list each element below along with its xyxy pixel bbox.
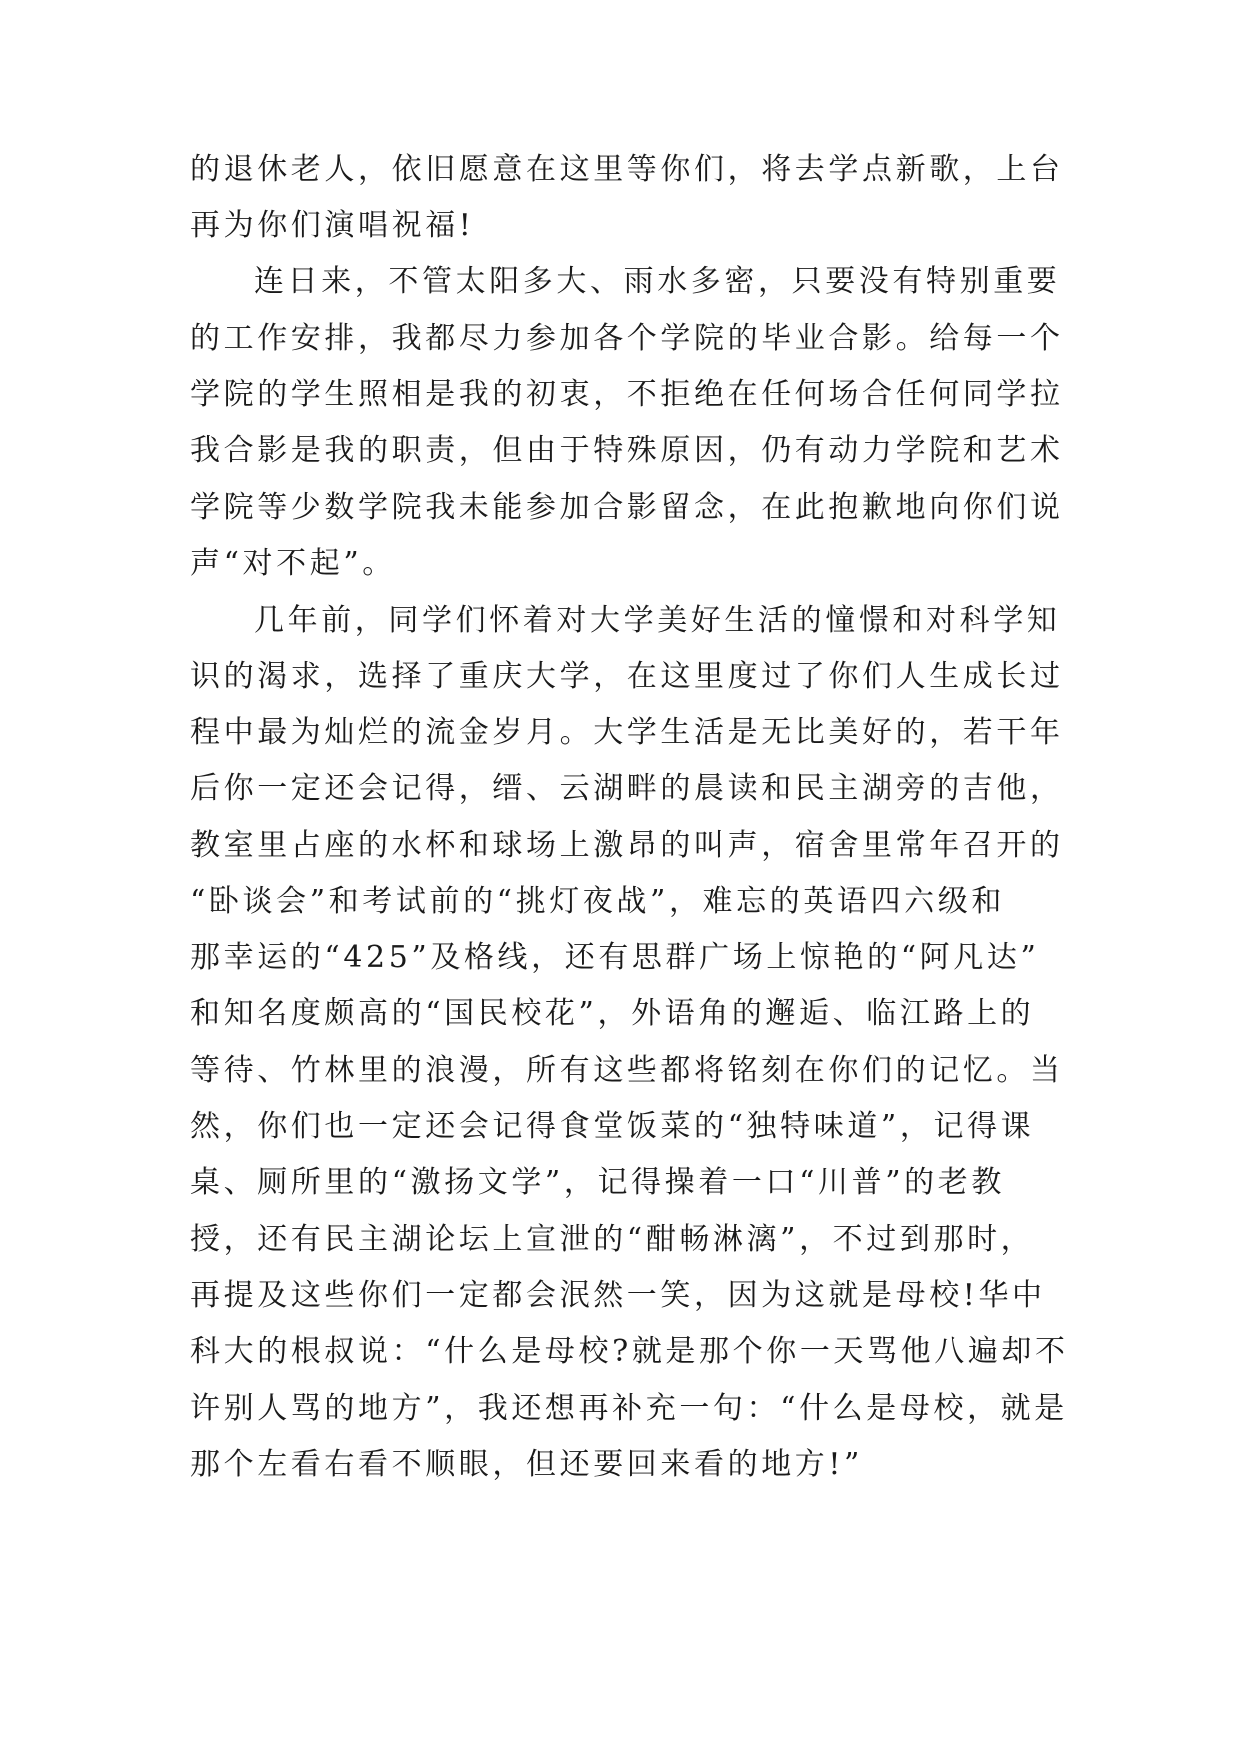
text-line: 授，还有民主湖论坛上宣泄的“酣畅淋漓”，不过到那时， — [190, 1222, 1035, 1257]
text-line: 学院等少数学院我未能参加合影留念，在此抱歉地向你们说 — [190, 490, 1064, 525]
text-line: 那幸运的“425”及格线，还有思群广场上惊艳的“阿凡达” — [190, 940, 1040, 975]
text-line: 等待、竹林里的浪漫，所有这些都将铭刻在你们的记忆。当 — [190, 1053, 1064, 1088]
text-line: 声“对不起”。 — [190, 546, 396, 581]
text-line: 再为你们演唱祝福! — [190, 208, 475, 243]
text-line: 后你一定还会记得，缙、云湖畔的晨读和民主湖旁的吉他， — [190, 771, 1064, 806]
text-line: 然，你们也一定还会记得食堂饭菜的“独特味道”，记得课 — [190, 1109, 1035, 1144]
text-line: “卧谈会”和考试前的“挑灯夜战”，难忘的英语四六级和 — [190, 884, 1005, 919]
text-line: 和知名度颇高的“国民校花”，外语角的邂逅、临江路上的 — [190, 996, 1035, 1031]
text-line: 学院的学生照相是我的初衷，不拒绝在任何场合任何同学拉 — [190, 377, 1064, 412]
text-line: 程中最为灿烂的流金岁月。大学生活是无比美好的，若干年 — [190, 715, 1064, 750]
paragraph-start-line: 连日来，不管太阳多大、雨水多密，只要没有特别重要 — [254, 264, 1061, 299]
text-line: 许别人骂的地方”，我还想再补充一句：“什么是母校，就是 — [190, 1391, 1068, 1426]
paragraph-start-line: 几年前，同学们怀着对大学美好生活的憧憬和对科学知 — [254, 603, 1061, 638]
text-line: 再提及这些你们一定都会泯然一笑，因为这就是母校!华中 — [190, 1278, 1046, 1313]
text-line: 桌、厕所里的“激扬文学”，记得操着一口“川普”的老教 — [190, 1165, 1005, 1200]
text-line: 科大的根叔说：“什么是母校?就是那个你一天骂他八遍却不 — [190, 1334, 1069, 1369]
text-line: 教室里占座的水杯和球场上激昂的叫声，宿舍里常年召开的 — [190, 828, 1064, 863]
text-line: 识的渴求，选择了重庆大学，在这里度过了你们人生成长过 — [190, 659, 1064, 694]
text-line: 那个左看右看不顺眼，但还要回来看的地方!” — [190, 1447, 863, 1482]
text-line: 的工作安排，我都尽力参加各个学院的毕业合影。给每一个 — [190, 321, 1064, 356]
text-line: 的退休老人，依旧愿意在这里等你们，将去学点新歌，上台 — [190, 152, 1064, 187]
text-line: 我合影是我的职责，但由于特殊原因，仍有动力学院和艺术 — [190, 433, 1064, 468]
